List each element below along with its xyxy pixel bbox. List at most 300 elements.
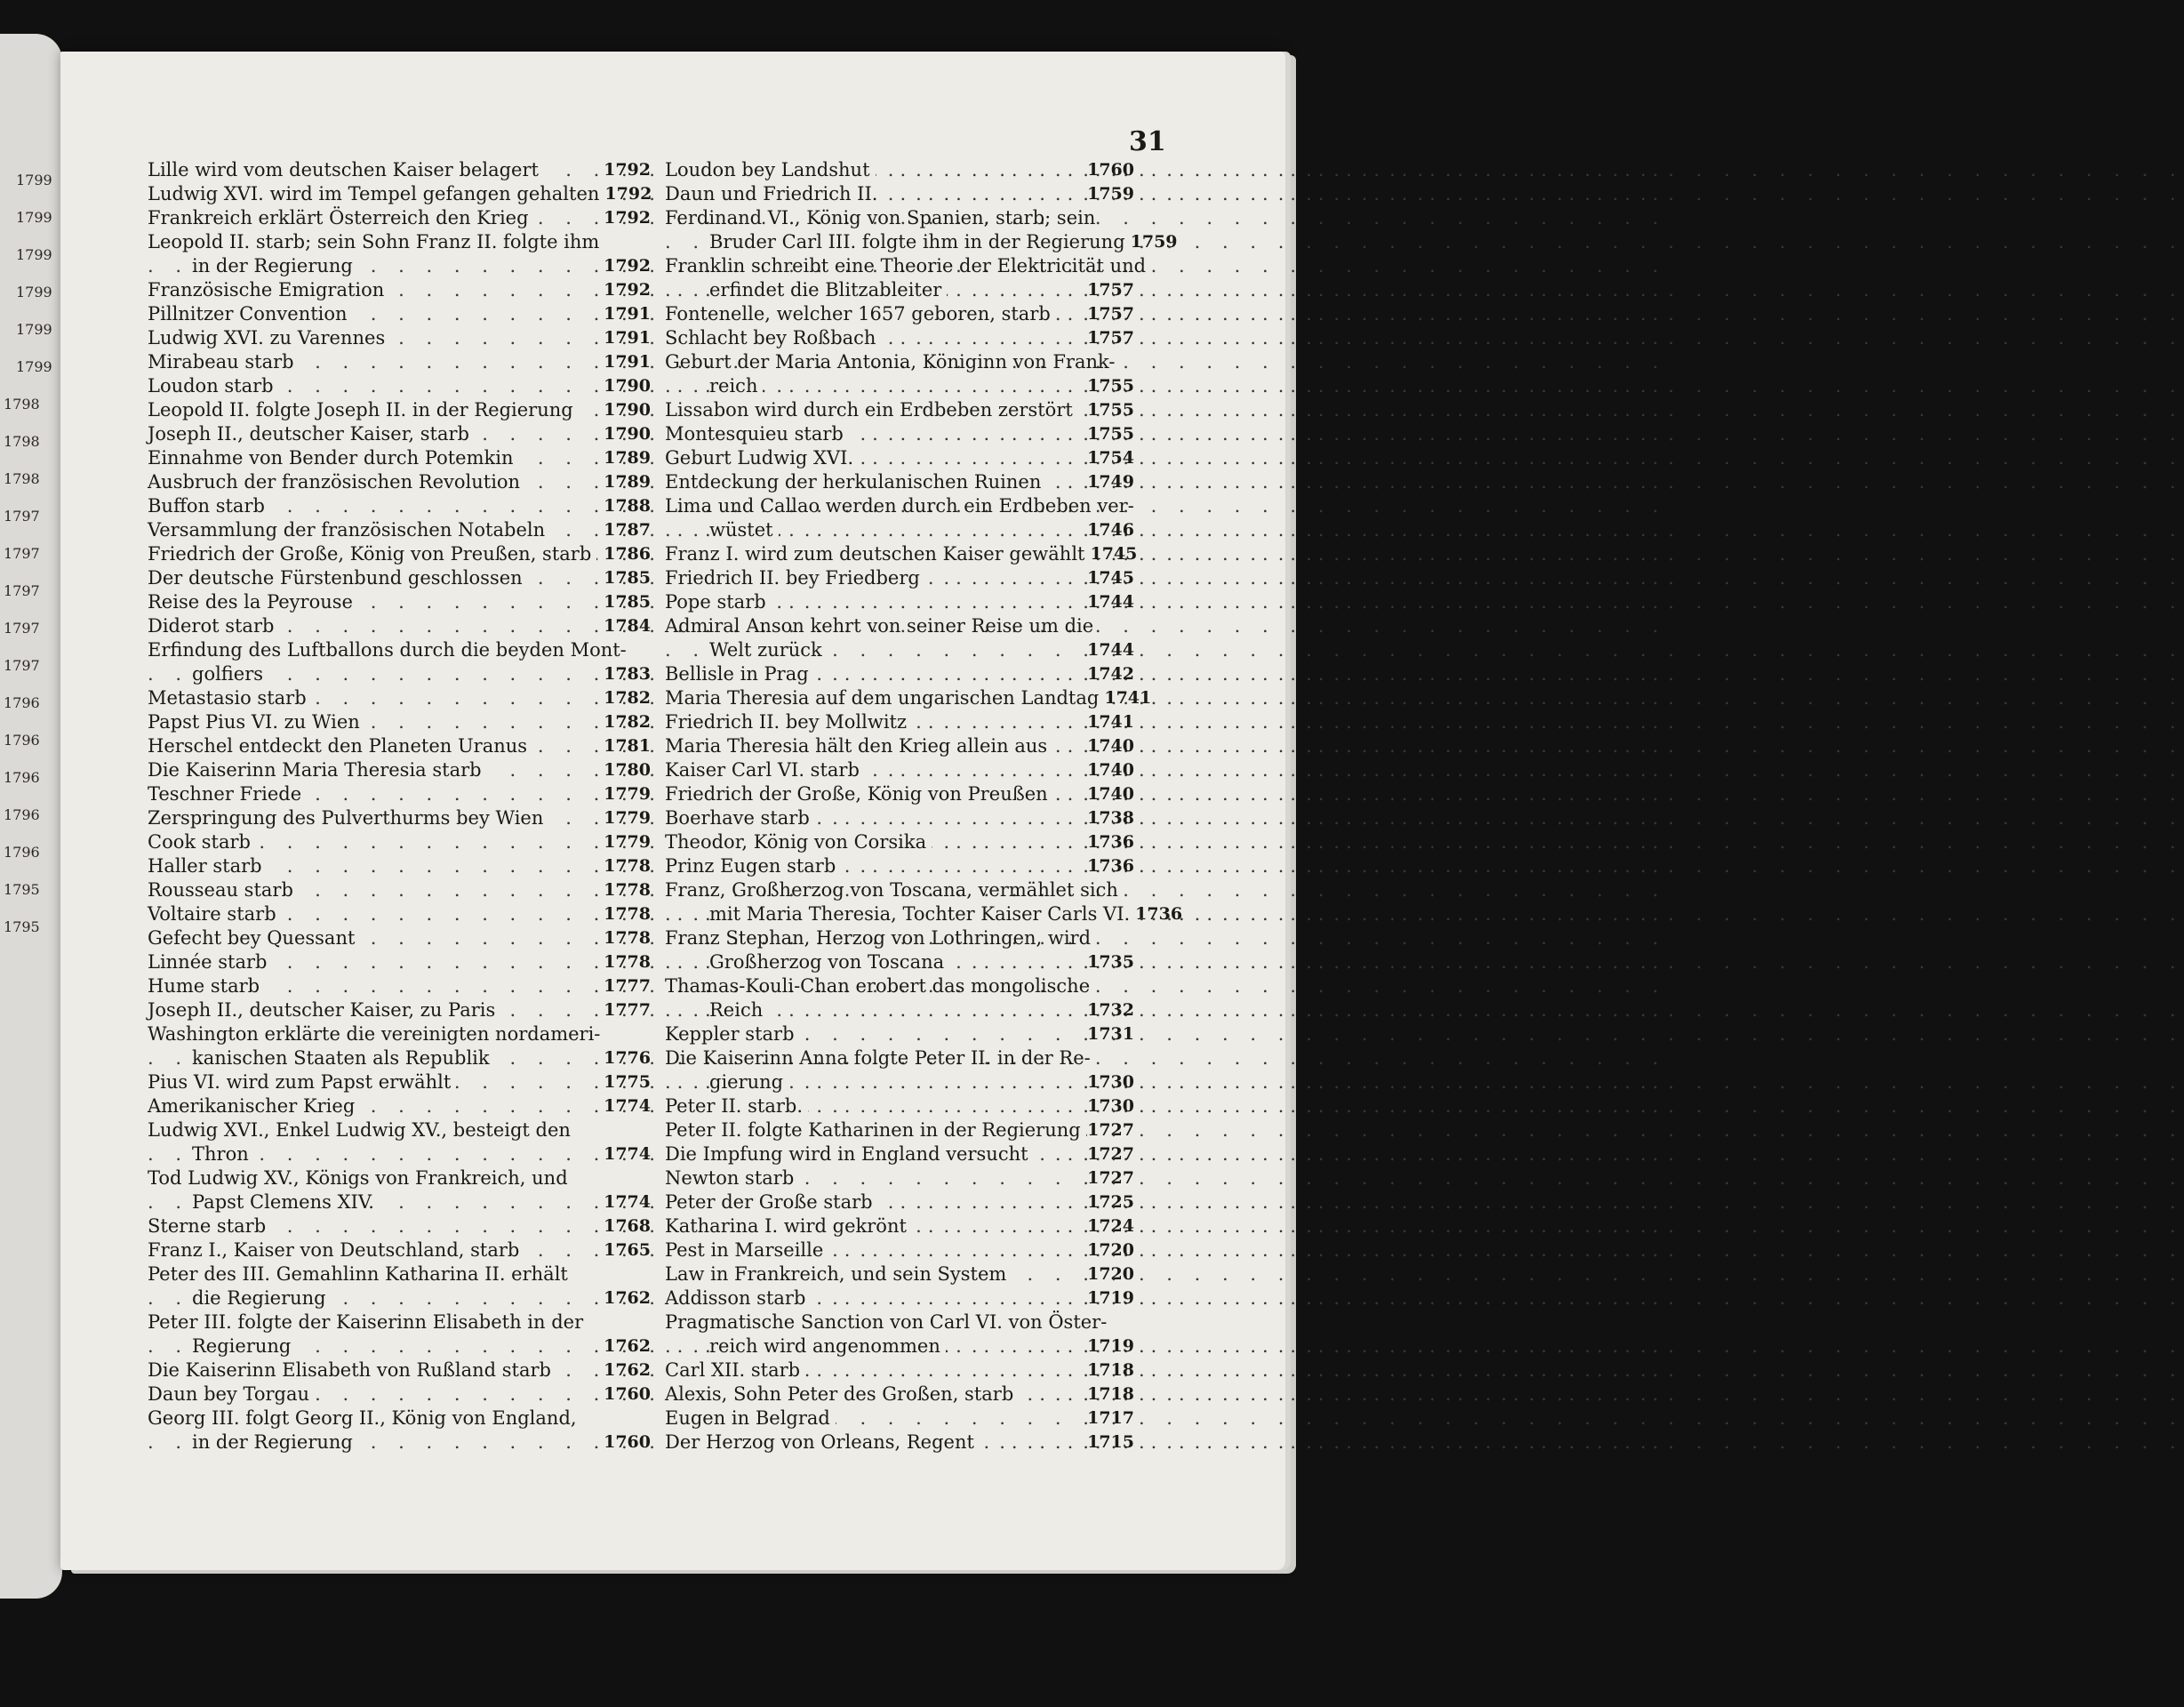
chronology-entry — [148, 398, 651, 422]
chronology-entry — [665, 302, 1134, 326]
chronology-entry — [665, 1046, 1134, 1094]
entry-continuation: in der Regierung — [192, 255, 358, 276]
entry-text: Der deutsche Fürstenbund geschlossen — [148, 567, 528, 589]
chronology-entry — [665, 350, 1134, 398]
entry-year: 1757 — [1087, 280, 1134, 300]
entry-text: Papst Pius VI. zu Wien — [148, 711, 365, 733]
chronology-entry — [148, 566, 651, 590]
entry-text: Georg III. folgt Georg II., König von England, — [148, 1407, 577, 1429]
edge-year: 1797 — [4, 620, 40, 637]
entry-text: Haller starb — [148, 855, 268, 877]
entry-year: 1727 — [1087, 1144, 1134, 1164]
edge-year: 1795 — [4, 881, 40, 898]
entry-year: 1718 — [1087, 1384, 1134, 1404]
entry-year: 1791 — [604, 328, 651, 348]
entry-year: 1738 — [1087, 808, 1134, 828]
entry-continuation: reich — [709, 375, 763, 397]
chronology-entry — [148, 734, 651, 758]
entry-year: 1754 — [1087, 448, 1134, 468]
chronology-entry — [665, 974, 1134, 1022]
entry-year: 1778 — [604, 856, 651, 876]
entry-year: 1757 — [1087, 328, 1134, 348]
entry-year: 1789 — [604, 448, 651, 468]
entry-text: Pest in Marseille — [665, 1239, 828, 1261]
entry-text: Pragmatische Sanction von Carl VI. von Öster- — [665, 1311, 1108, 1333]
entry-year: 1740 — [1087, 736, 1134, 756]
entry-year: 1787 — [604, 520, 651, 540]
chronology-entry — [665, 1166, 1134, 1190]
entry-year: 1778 — [604, 880, 651, 900]
chronology-entry — [148, 902, 651, 926]
entry-text: Keppler starb — [665, 1023, 800, 1045]
entry-text: Prinz Eugen starb — [665, 855, 841, 877]
entry-text: Die Kaiserinn Elisabeth von Rußland starb — [148, 1359, 556, 1381]
entry-text: Sterne starb — [148, 1215, 271, 1237]
entry-year: 1736 — [1087, 856, 1134, 876]
chronology-entry — [665, 1431, 1134, 1455]
chronology-entry — [148, 686, 651, 710]
entry-year: 1741 — [1087, 712, 1134, 732]
entry-year: 1760 — [604, 1384, 651, 1404]
chronology-entry — [665, 926, 1134, 974]
edge-year: 1795 — [4, 918, 40, 935]
chronology-entry — [665, 1358, 1134, 1382]
chronology-entry — [665, 590, 1134, 614]
entry-continuation: Papst Clemens XIV. — [192, 1191, 380, 1213]
entry-continuation: in der Regierung — [192, 1431, 358, 1453]
entry-year: 1762 — [604, 1336, 651, 1356]
chronology-entry — [665, 1286, 1134, 1310]
entry-text: Lille wird vom deutschen Kaiser belagert — [148, 159, 544, 180]
chronology-entry — [148, 350, 651, 374]
edge-year: 1799 — [16, 209, 52, 226]
entry-text: Ausbruch der französischen Revolution — [148, 471, 525, 493]
entry-text: Gefecht bey Quessant — [148, 927, 360, 949]
entry-text: Der Herzog von Orleans, Regent — [665, 1431, 980, 1453]
entry-continuation: Welt zurück — [709, 639, 828, 661]
edge-year: 1796 — [4, 732, 40, 749]
entry-text: Voltaire starb — [148, 903, 282, 925]
entry-year: 1727 — [1087, 1168, 1134, 1188]
chronology-entry — [665, 854, 1134, 878]
entry-continuation: die Regierung — [192, 1287, 332, 1309]
edge-year: 1797 — [4, 545, 40, 562]
entry-text: Alexis, Sohn Peter des Großen, starb — [665, 1383, 1019, 1405]
chronology-entry — [148, 302, 651, 326]
entry-text: Hume starb — [148, 975, 265, 997]
entry-continuation: golfiers — [192, 663, 268, 685]
entry-text: Law in Frankreich, und sein System — [665, 1263, 1012, 1285]
entry-text: Lima und Callao werden durch ein Erdbeben ver- — [665, 495, 1134, 517]
entry-year: 1790 — [604, 376, 651, 396]
entry-year: 1745 — [1090, 544, 1138, 564]
entry-year: 1732 — [1087, 1000, 1134, 1020]
entry-text: Admiral Anson kehrt von seiner Reise um die — [665, 615, 1094, 637]
chronology-entry — [665, 326, 1134, 350]
entry-year: 1790 — [604, 400, 651, 420]
entry-year: 1777 — [604, 976, 651, 996]
edge-year: 1799 — [16, 284, 52, 301]
entry-year: 1760 — [604, 1432, 651, 1452]
chronology-entry — [148, 422, 651, 446]
entry-text: Peter II. starb. — [665, 1095, 808, 1117]
entry-year: 1778 — [604, 952, 651, 972]
edge-year: 1798 — [4, 433, 40, 450]
entry-year: 1782 — [604, 688, 651, 708]
entry-year: 1778 — [604, 928, 651, 948]
chronology-entry — [665, 1190, 1134, 1214]
edge-year: 1796 — [4, 694, 40, 711]
entry-text: Joseph II., deutscher Kaiser, zu Paris — [148, 999, 500, 1021]
entry-year: 1774 — [604, 1144, 651, 1164]
entry-text: Maria Theresia hält den Krieg allein aus — [665, 735, 1052, 757]
chronology-entry — [148, 830, 651, 854]
edge-year: 1799 — [16, 321, 52, 338]
chronology-entry — [665, 878, 1183, 926]
entry-text: Daun bey Torgau — [148, 1383, 315, 1405]
entry-text: Amerikanischer Krieg — [148, 1095, 360, 1117]
entry-year: 1781 — [604, 736, 651, 756]
chronology-entry — [665, 494, 1134, 542]
chronology-entry — [665, 686, 1152, 710]
entry-year: 1777 — [604, 1000, 651, 1020]
entry-year: 1780 — [604, 760, 651, 780]
entry-text: Newton starb — [665, 1167, 799, 1189]
chronology-right-column — [665, 158, 1183, 1455]
entry-year: 1731 — [1087, 1024, 1134, 1044]
chronology-entry — [148, 1166, 651, 1214]
entry-year: 1760 — [1087, 160, 1134, 180]
entry-continuation: gierung — [709, 1071, 788, 1093]
entry-text: Reise des la Peyrouse — [148, 591, 358, 613]
chronology-entry — [148, 710, 651, 734]
chronology-entry — [665, 1382, 1134, 1406]
chronology-entry — [148, 950, 651, 974]
chronology-entry — [665, 758, 1134, 782]
entry-year: 1745 — [1087, 568, 1134, 588]
chronology-entry — [148, 782, 651, 806]
entry-year: 1784 — [604, 616, 651, 636]
entry-year: 1735 — [1087, 952, 1134, 972]
chronology-entry — [665, 254, 1147, 302]
entry-text: Pope starb — [665, 591, 772, 613]
entry-text: Kaiser Carl VI. starb — [665, 759, 865, 781]
entry-text: Cook starb — [148, 831, 256, 853]
chronology-entry — [148, 878, 651, 902]
entry-year: 1741 — [1104, 688, 1152, 708]
entry-text: Washington erklärte die vereinigten nordameri- — [148, 1023, 601, 1045]
chronology-entry — [665, 1022, 1134, 1046]
entry-text: Schlacht bey Roßbach — [665, 327, 881, 349]
entry-year: 1742 — [1087, 664, 1134, 684]
entry-year: 1759 — [1087, 184, 1134, 204]
entry-text: Franz I., Kaiser von Deutschland, starb — [148, 1239, 524, 1261]
chronology-entry — [148, 1022, 651, 1070]
chronology-entry — [665, 182, 1134, 206]
entry-text: Zerspringung des Pulverthurms bey Wien — [148, 807, 548, 829]
edge-year: 1797 — [4, 508, 40, 525]
entry-text: Katharina I. wird gekrönt — [665, 1215, 912, 1237]
entry-text: Ferdinand VI., König von Spanien, starb; sein — [665, 207, 1096, 228]
entry-year: 1746 — [1087, 520, 1134, 540]
entry-year: 1775 — [604, 1072, 651, 1092]
entry-year: 1786 — [604, 544, 651, 564]
entry-year: 1785 — [604, 592, 651, 612]
edge-year: 1799 — [16, 246, 52, 263]
entry-year: 1779 — [604, 832, 651, 852]
chronology-entry — [148, 518, 651, 542]
entry-text: Die Kaiserinn Anna folgte Peter II. in der Re- — [665, 1047, 1091, 1069]
entry-text: Theodor, König von Corsika — [665, 831, 932, 853]
chronology-entry — [148, 542, 651, 566]
chronology-entry — [148, 1406, 651, 1455]
entry-year: 1727 — [1087, 1120, 1134, 1140]
entry-text: Friedrich der Große, König von Preußen — [665, 783, 1053, 805]
entry-text: Ludwig XVI. zu Varennes — [148, 327, 390, 349]
entry-year: 1730 — [1087, 1072, 1134, 1092]
chronology-entry — [665, 806, 1134, 830]
entry-year: 1788 — [604, 496, 651, 516]
entry-text: Buffon starb — [148, 495, 270, 517]
entry-text: Geburt Ludwig XVI. — [665, 447, 859, 469]
entry-text: Maria Theresia auf dem ungarischen Landtag — [665, 687, 1104, 709]
entry-year: 1791 — [604, 352, 651, 372]
entry-year: 1720 — [1087, 1264, 1134, 1284]
entry-continuation: erfindet die Blitzableiter — [709, 279, 947, 301]
entry-year: 1791 — [604, 304, 651, 324]
entry-text: Daun und Friedrich II. — [665, 183, 883, 204]
entry-text: Versammlung der französischen Notabeln — [148, 519, 550, 541]
entry-year: 1744 — [1087, 640, 1134, 660]
entry-year: 1783 — [604, 664, 651, 684]
chronology-entry — [665, 710, 1134, 734]
edge-year: 1797 — [4, 657, 40, 674]
entry-text: Metastasio starb — [148, 687, 312, 709]
chronology-entry — [665, 206, 1178, 254]
chronology-entry — [148, 182, 651, 206]
entry-year: 1720 — [1087, 1240, 1134, 1260]
entry-text: Geburt der Maria Antonia, Königinn von Frank- — [665, 351, 1116, 373]
chronology-entry — [148, 1310, 651, 1358]
entry-text: Loudon starb — [148, 375, 279, 397]
chronology-entry — [148, 1238, 651, 1262]
entry-text: Friedrich II. bey Mollwitz — [665, 711, 912, 733]
chronology-entry — [148, 590, 651, 614]
chronology-entry — [665, 1142, 1134, 1166]
chronology-entry — [148, 1214, 651, 1238]
entry-year: 1782 — [604, 712, 651, 732]
chronology-entry — [665, 422, 1134, 446]
edge-year: 1796 — [4, 806, 40, 823]
entry-text: Montesquieu starb — [665, 423, 849, 445]
entry-year: 1762 — [604, 1288, 651, 1308]
entry-year: 1755 — [1087, 400, 1134, 420]
entry-text: Addisson starb — [665, 1287, 811, 1309]
entry-year: 1785 — [604, 568, 651, 588]
entry-year: 1715 — [1087, 1432, 1134, 1452]
entry-text: Franklin schreibt eine Theorie der Elektricität und — [665, 255, 1147, 276]
entry-text: Joseph II., deutscher Kaiser, starb — [148, 423, 475, 445]
chronology-entry — [665, 1406, 1134, 1431]
entry-year: 1792 — [604, 256, 651, 276]
chronology-entry — [148, 206, 651, 230]
entry-text: Erfindung des Luftballons durch die beyden Mont- — [148, 639, 627, 661]
page-number: 31 — [1129, 126, 1166, 157]
entry-text: Frankreich erklärt Österreich den Krieg — [148, 207, 534, 228]
entry-year: 1744 — [1087, 592, 1134, 612]
entry-text: Teschner Friede — [148, 783, 307, 805]
entry-text: Fontenelle, welcher 1657 geboren, starb — [665, 303, 1056, 325]
entry-year: 1717 — [1087, 1408, 1134, 1428]
entry-text: Lissabon wird durch ein Erdbeben zerstört — [665, 399, 1078, 421]
chronology-entry — [148, 1094, 651, 1118]
chronology-entry — [665, 662, 1134, 686]
chronology-entry — [148, 1070, 651, 1094]
entry-year: 1792 — [604, 160, 651, 180]
entry-continuation: kanischen Staaten als Republik — [192, 1047, 495, 1069]
entry-text: Ludwig XVI., Enkel Ludwig XV., besteigt den — [148, 1119, 571, 1141]
edge-year: 1798 — [4, 470, 40, 487]
entry-text: Die Kaiserinn Maria Theresia starb — [148, 759, 487, 781]
entry-text: Bellisle in Prag — [665, 663, 814, 685]
chronology-entry — [665, 782, 1134, 806]
chronology-entry — [148, 230, 651, 278]
chronology-entry — [148, 374, 651, 398]
entry-year: 1778 — [604, 904, 651, 924]
entry-text: Leopold II. folgte Joseph II. in der Regierung — [148, 399, 579, 421]
entry-year: 1749 — [1087, 472, 1134, 492]
entry-year: 1792 — [604, 280, 651, 300]
chronology-entry — [665, 158, 1134, 182]
entry-text: Thamas-Kouli-Chan erobert das mongolische — [665, 975, 1091, 997]
entry-year: 1768 — [604, 1216, 651, 1236]
chronology-entry — [665, 830, 1134, 854]
chronology-entry — [148, 926, 651, 950]
edge-year: 1799 — [16, 172, 52, 188]
chronology-entry — [665, 1310, 1134, 1358]
chronology-entry — [665, 1214, 1134, 1238]
entry-text: Mirabeau starb — [148, 351, 300, 373]
chronology-entry — [148, 494, 651, 518]
entry-year: 1774 — [604, 1096, 651, 1116]
chronology-entry — [148, 974, 651, 998]
entry-year: 1789 — [604, 472, 651, 492]
edge-year: 1799 — [16, 358, 52, 375]
chronology-entry — [665, 566, 1134, 590]
entry-text: Boerhave starb — [665, 807, 815, 829]
entry-continuation: Thron — [192, 1143, 254, 1165]
entry-text: Französische Emigration — [148, 279, 389, 301]
entry-year: 1759 — [1130, 232, 1178, 252]
chronology-entry — [148, 1382, 651, 1406]
entry-continuation: mit Maria Theresia, Tochter Kaiser Carls VI. — [709, 903, 1135, 925]
entry-text: Loudon bey Landshut — [665, 159, 876, 180]
entry-text: Franz Stephan, Herzog von Lothringen, wird — [665, 927, 1092, 949]
entry-text: Die Impfung wird in England versucht — [665, 1143, 1034, 1165]
chronology-entry — [148, 614, 651, 638]
entry-year: 1790 — [604, 424, 651, 444]
edge-year: 1797 — [4, 582, 40, 599]
entry-text: Entdeckung der herkulanischen Ruinen — [665, 471, 1046, 493]
chronology-entry — [148, 854, 651, 878]
entry-year: 1779 — [604, 784, 651, 804]
entry-year: 1719 — [1087, 1336, 1134, 1356]
chronology-entry — [665, 614, 1134, 662]
entry-text: Peter III. folgte der Kaiserinn Elisabeth in der — [148, 1311, 584, 1333]
entry-year: 1762 — [604, 1360, 651, 1380]
entry-text: Peter II. folgte Katharinen in der Regierung — [665, 1119, 1086, 1141]
edge-year: 1796 — [4, 844, 40, 861]
chronology-entry — [665, 1262, 1134, 1286]
chronology-entry — [148, 1262, 651, 1310]
entry-year: 1765 — [604, 1240, 651, 1260]
entry-text: Pius VI. wird zum Papst erwählt — [148, 1071, 456, 1093]
chronology-entry — [665, 734, 1134, 758]
chronology-entry — [148, 158, 651, 182]
entry-text: Rousseau starb — [148, 879, 299, 901]
entry-text: Leopold II. starb; sein Sohn Franz II. folgte ihm — [148, 231, 600, 252]
chronology-entry — [665, 470, 1134, 494]
entry-continuation: wüstet — [709, 519, 779, 541]
chronology-entry — [148, 998, 651, 1022]
chronology-entry — [148, 446, 651, 470]
entry-text: Franz I. wird zum deutschen Kaiser gewählt — [665, 543, 1090, 565]
entry-text: Herschel entdeckt den Planeten Uranus — [148, 735, 532, 757]
entry-text: Franz, Großherzog von Toscana, vermählet sich — [665, 879, 1118, 901]
previous-page-edge — [0, 34, 62, 1599]
entry-year: 1718 — [1087, 1360, 1134, 1380]
chronology-entry — [148, 1118, 651, 1166]
entry-year: 1730 — [1087, 1096, 1134, 1116]
chronology-entry — [665, 1238, 1134, 1262]
entry-year: 1792 — [604, 184, 652, 204]
entry-text: Friedrich II. bey Friedberg — [665, 567, 925, 589]
entry-continuation: Regierung — [192, 1335, 296, 1357]
edge-year: 1798 — [4, 396, 40, 413]
entry-year: 1774 — [604, 1192, 651, 1212]
chronology-left-column — [148, 158, 651, 1455]
entry-year: 1736 — [1135, 904, 1183, 924]
entry-text: Peter des III. Gemahlinn Katharina II. erhält — [148, 1263, 568, 1285]
chronology-entry — [148, 278, 651, 302]
entry-year: 1755 — [1087, 424, 1134, 444]
entry-year: 1779 — [604, 808, 651, 828]
edge-year: 1796 — [4, 769, 40, 786]
entry-continuation: Bruder Carl III. folgte ihm in der Regierung — [709, 231, 1131, 252]
entry-text: Einnahme von Bender durch Potemkin — [148, 447, 518, 469]
entry-text: Diderot starb — [148, 615, 279, 637]
entry-year: 1755 — [1087, 376, 1134, 396]
chronology-entry — [148, 1358, 651, 1382]
entry-text: Linnée starb — [148, 951, 272, 973]
chronology-entry — [148, 638, 651, 686]
entry-year: 1736 — [1087, 832, 1134, 852]
entry-text: Tod Ludwig XV., Königs von Frankreich, und — [148, 1167, 568, 1189]
chronology-entry — [665, 1094, 1134, 1118]
entry-year: 1757 — [1087, 304, 1134, 324]
chronology-entry — [148, 326, 651, 350]
entry-continuation: Großherzog von Toscana — [709, 951, 949, 973]
entry-text: Ludwig XVI. wird im Tempel gefangen gehalten — [148, 183, 604, 204]
chronology-entry — [148, 470, 651, 494]
entry-text: Peter der Große starb — [665, 1191, 878, 1213]
entry-year: 1725 — [1087, 1192, 1134, 1212]
chronology-entry — [665, 1118, 1134, 1142]
chronology-entry — [148, 758, 651, 782]
entry-text: Friedrich der Große, König von Preußen, starb — [148, 543, 596, 565]
entry-year: 1740 — [1087, 784, 1134, 804]
entry-year: 1776 — [604, 1048, 651, 1068]
